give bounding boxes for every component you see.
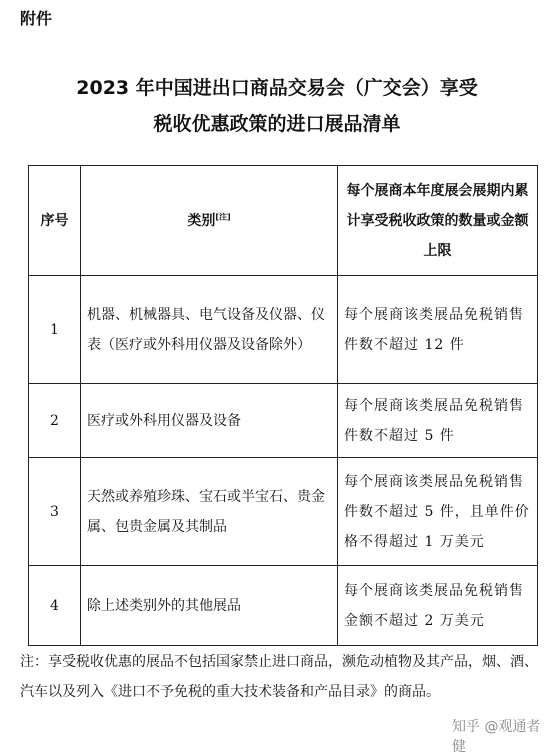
table-header-row — [29, 166, 538, 276]
row-limit: 每个展商该类展品免税销售件数不超过 5 件 — [338, 384, 538, 458]
header-category — [81, 166, 338, 276]
table-row — [29, 458, 538, 566]
exhibit-table — [28, 165, 538, 646]
table-row — [29, 566, 538, 646]
table-footnote: 注：享受税收优惠的展品不包括国家禁止进口商品，濒危动植物及其产品，烟、酒、汽车以及列入《进口不予免税的重大技术装备和产品目录》的商品。 — [20, 654, 538, 700]
row-seq: 3 — [29, 458, 81, 566]
title-line-2: 税收优惠政策的进口展品清单 — [153, 113, 401, 135]
attachment-label: 附件 — [20, 9, 53, 28]
document-title — [0, 70, 554, 142]
row-category: 除上述类别外的其他展品 — [81, 566, 338, 646]
header-limit: 每个展商本年度展会展期内累计享受税收政策的数量或金额上限 — [338, 166, 538, 276]
row-limit: 每个展商该类展品免税销售金额不超过 2 万美元 — [338, 566, 538, 646]
row-limit: 每个展商该类展品免税销售件数不超过 5 件，且单件价格不得超过 1 万美元 — [338, 458, 538, 566]
header-category-note: [注] — [215, 211, 231, 221]
watermark: 知乎 @观通者健 — [452, 719, 541, 755]
header-category-label: 类别 — [187, 212, 216, 229]
row-seq: 4 — [29, 566, 81, 646]
table-row — [29, 384, 538, 458]
row-category: 机器、机械器具、电气设备及仪器、仪表（医疗或外科用仪器及设备除外） — [81, 276, 338, 384]
row-category: 医疗或外科用仪器及设备 — [81, 384, 338, 458]
table-row — [29, 276, 538, 384]
row-category: 天然或养殖珍珠、宝石或半宝石、贵金属、包贵金属及其制品 — [81, 458, 338, 566]
title-line-1: 2023 年中国进出口商品交易会（广交会）享受 — [76, 77, 478, 99]
row-limit: 每个展商该类展品免税销售件数不超过 12 件 — [338, 276, 538, 384]
header-seq: 序号 — [29, 166, 81, 276]
row-seq: 2 — [29, 384, 81, 458]
row-seq: 1 — [29, 276, 81, 384]
